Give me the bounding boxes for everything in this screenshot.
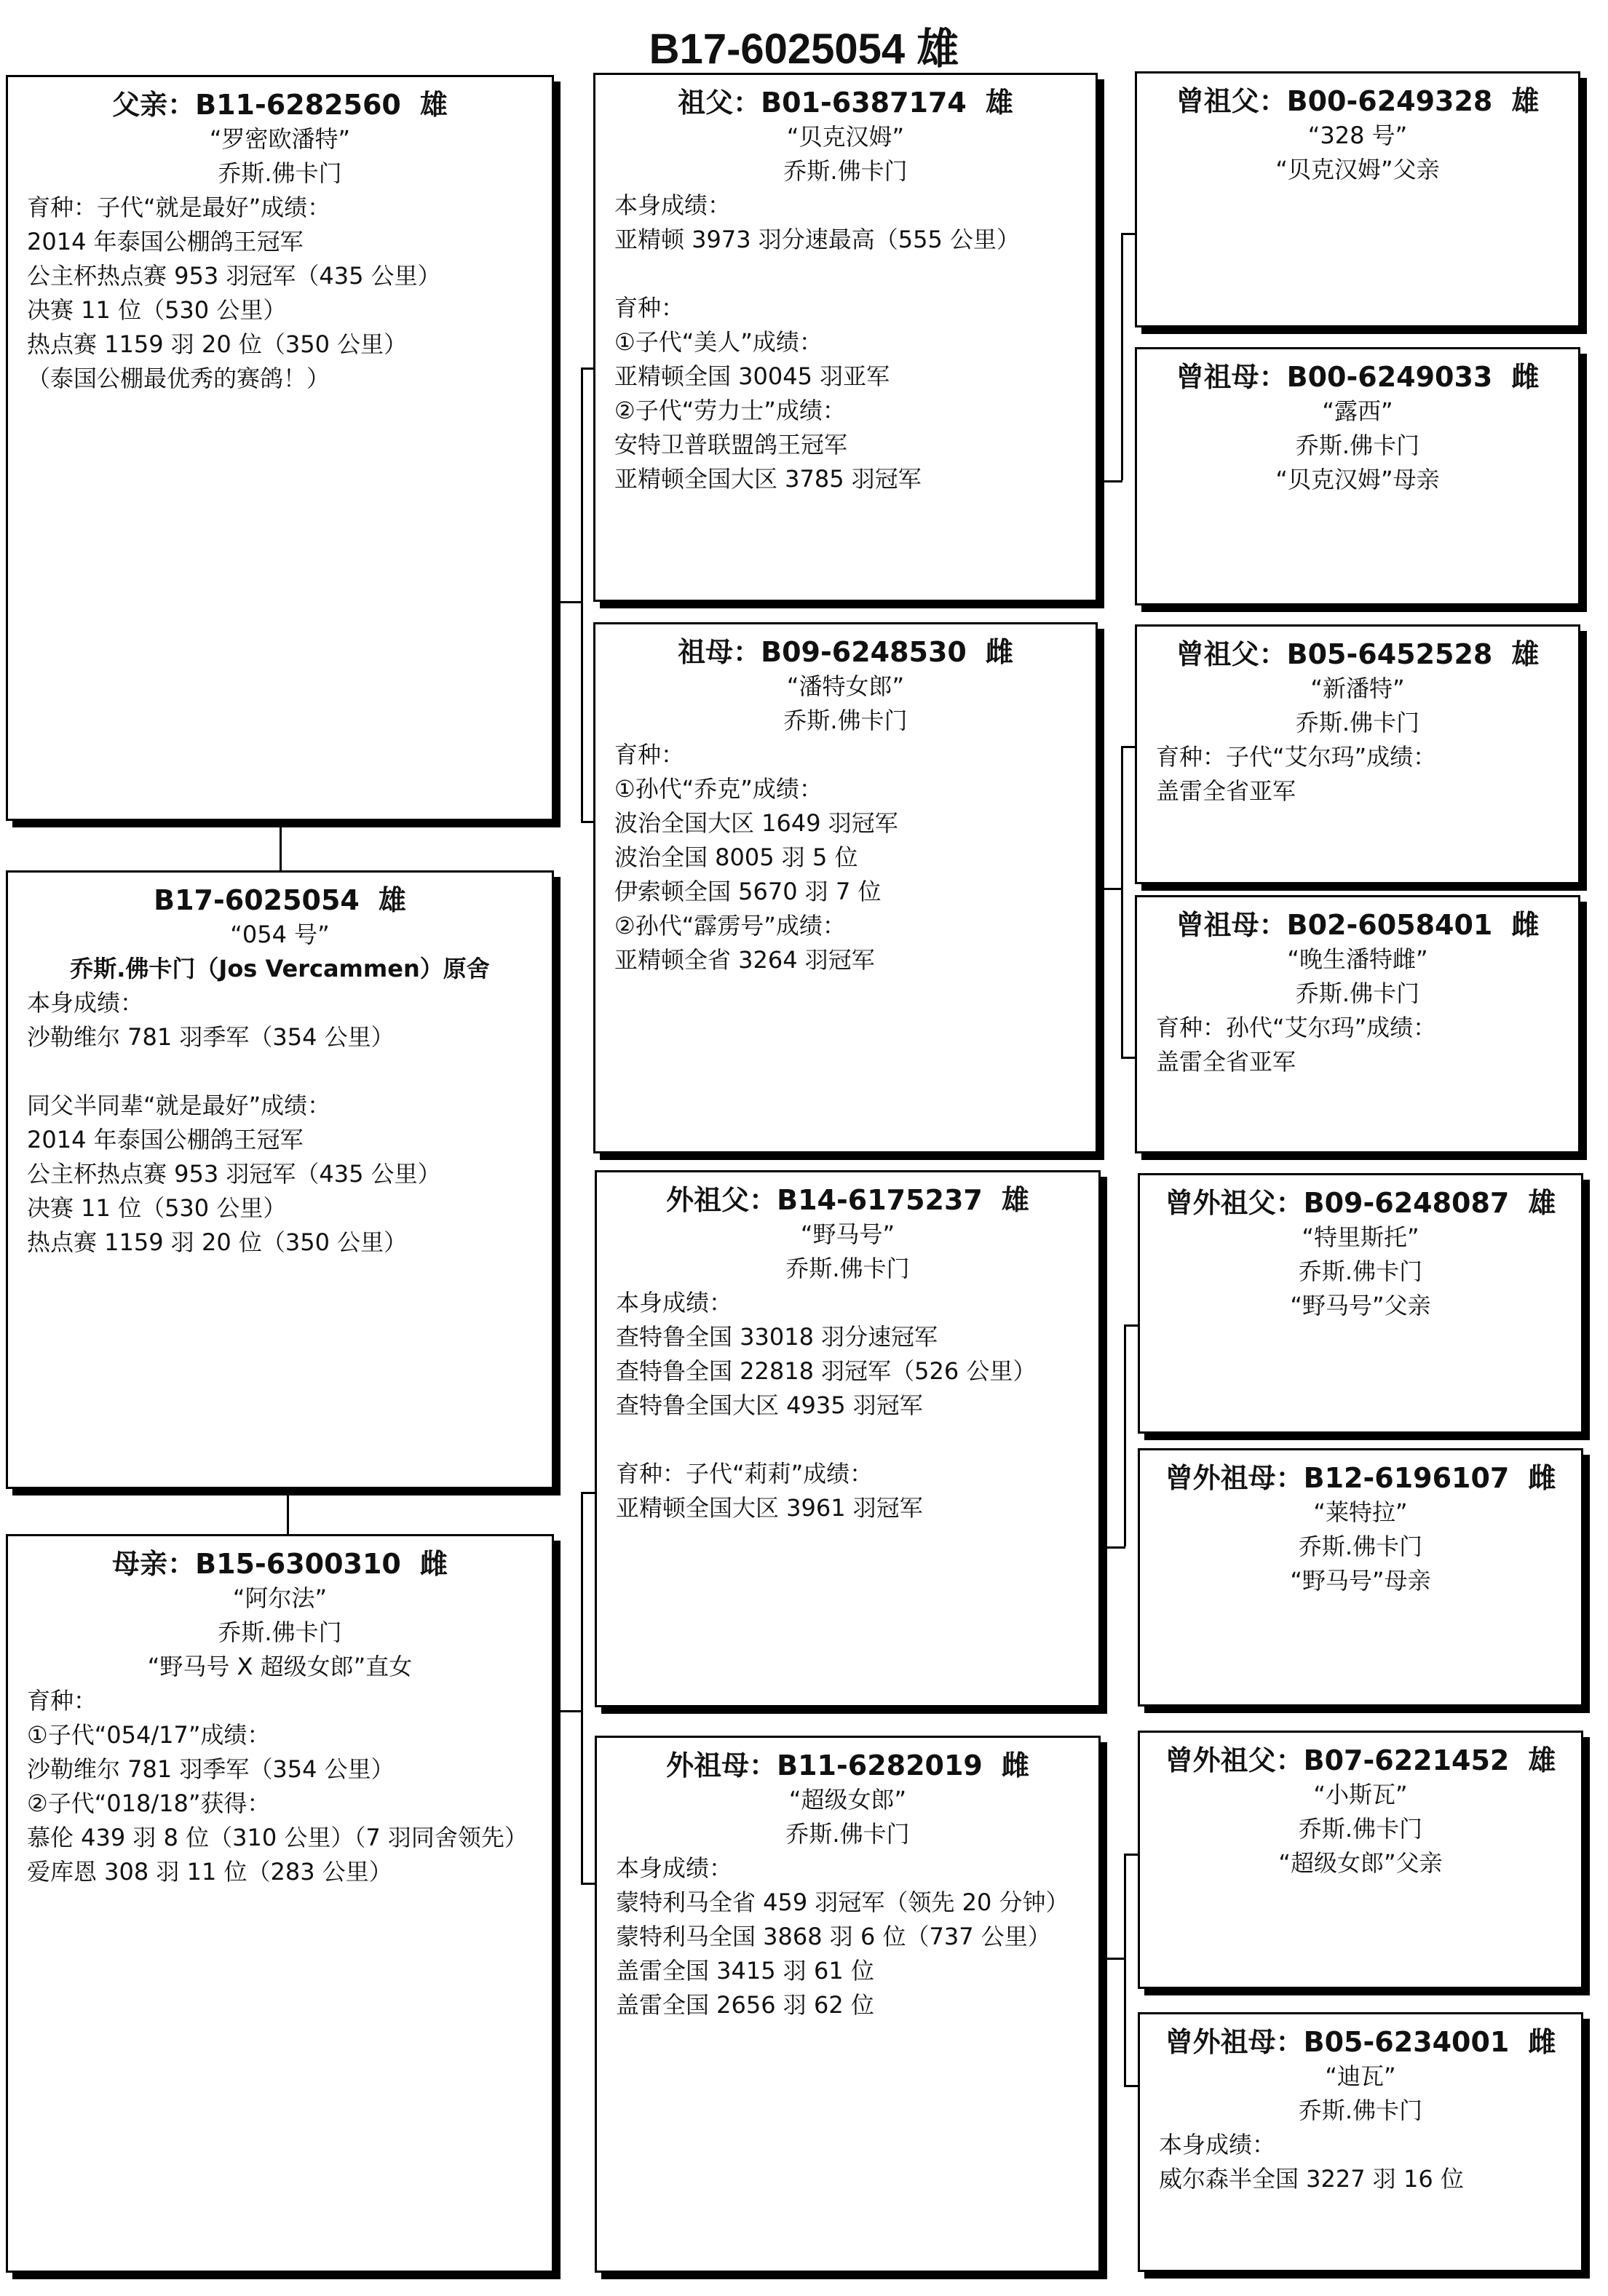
father-line: 公主杯热点赛 953 羽冠军（435 公里） [27, 262, 441, 290]
father-line: 2014 年泰国公棚鸽王冠军 [27, 228, 304, 255]
connector-gp-4-bottom [1124, 2085, 1138, 2087]
connector-gp-2-vertical [1121, 746, 1123, 1059]
great-grandmother-pm-line: 育种：孙代“艾尔玛”成绩： [1156, 1014, 1437, 1041]
grandfather-paternal-line: 安特卫普联盟鸽王冠军 [614, 431, 848, 458]
grandmother-paternal-card [593, 622, 1098, 1153]
subject-name: “054 号” [230, 921, 330, 948]
subject-line: 2014 年泰国公棚鸽王冠军 [27, 1126, 304, 1153]
grandfather-maternal-name: “野马号” [800, 1220, 895, 1248]
great-grandfather-mp-id: 曾外祖父：B09-6248087 [1165, 1187, 1510, 1219]
grandmother-paternal-id: 祖母：B09-6248530 [678, 636, 967, 668]
grandfather-maternal-id: 外祖父：B14-6175237 [666, 1184, 983, 1216]
great-grandmother-mm-breeder: 乔斯.佛卡门 [1298, 2097, 1423, 2124]
subject-line: 公主杯热点赛 953 羽冠军（435 公里） [27, 1160, 441, 1188]
grandfather-maternal-line: 查特鲁全国 33018 羽分速冠军 [616, 1323, 938, 1351]
page-title: B17-6025054 雄 [649, 25, 959, 73]
mother-sex: 雌 [419, 1548, 448, 1580]
great-grandfather-pm-id: 曾祖父：B05-6452528 [1176, 638, 1493, 670]
great-grandfather-mm-name: “小斯瓦” [1313, 1781, 1408, 1808]
spacer [614, 257, 1077, 291]
great-grandmother-pp-header [1156, 360, 1559, 394]
great-grandfather-mm-breeder: 乔斯.佛卡门 [1298, 1815, 1423, 1843]
connector-gp-2-top [1121, 746, 1136, 748]
grandmother-paternal-line: 亚精顿全省 3264 羽冠军 [614, 946, 875, 974]
grandfather-paternal-card [593, 73, 1098, 602]
grandfather-paternal-line: 本身成绩： [614, 191, 732, 219]
great-grandmother-mm-name: “迪瓦” [1325, 2062, 1396, 2090]
grandmother-maternal-line: 本身成绩： [616, 1854, 733, 1882]
grandmother-maternal-line: 蒙特利马全省 459 羽冠军（领先 20 分钟） [616, 1888, 1069, 1916]
connector-gp-2 [1098, 888, 1122, 890]
grandmother-maternal-id: 外祖母：B11-6282019 [666, 1749, 983, 1781]
subject-breeder: 乔斯.佛卡门（Jos Vercammen）原舍 [70, 955, 490, 982]
father-line: （泰国公棚最优秀的赛鸽！） [27, 365, 330, 392]
great-grandfather-mp-card [1138, 1173, 1583, 1434]
connector-gp-2-bottom [1121, 1057, 1136, 1059]
great-grandfather-pp-note: “贝克汉姆”父亲 [1275, 156, 1440, 183]
mother-card [6, 1534, 554, 2273]
connector-gp-4 [1101, 1958, 1125, 1960]
great-grandmother-mm-card [1138, 2012, 1583, 2272]
great-grandmother-mp-breeder: 乔斯.佛卡门 [1298, 1533, 1423, 1560]
grandmother-maternal-breeder: 乔斯.佛卡门 [785, 1820, 910, 1848]
great-grandmother-pm-sex: 雌 [1511, 909, 1540, 941]
connector-father-branch [553, 601, 582, 603]
grandfather-maternal-line: 育种：子代“莉莉”成绩： [616, 1460, 874, 1487]
great-grandfather-mp-sex: 雄 [1528, 1187, 1556, 1219]
father-header [27, 87, 533, 122]
great-grandfather-mm-card [1138, 1731, 1583, 1989]
great-grandmother-mp-note: “野马号”母亲 [1290, 1567, 1431, 1594]
great-grandmother-mm-line: 威尔森半全国 3227 羽 16 位 [1159, 2165, 1464, 2193]
great-grandmother-pm-card [1135, 895, 1580, 1153]
great-grandmother-pm-header [1156, 907, 1559, 942]
great-grandfather-mm-header [1159, 1743, 1562, 1778]
grandmother-paternal-sex: 雌 [985, 636, 1013, 668]
grandfather-paternal-line: 亚精顿全国 30045 羽亚军 [614, 362, 890, 390]
great-grandfather-mp-note: “野马号”父亲 [1290, 1292, 1431, 1319]
father-line: 热点赛 1159 羽 20 位（350 公里） [27, 330, 408, 358]
grandfather-maternal-card [595, 1170, 1101, 1707]
great-grandfather-pp-card [1135, 71, 1580, 327]
great-grandfather-pm-card [1135, 624, 1580, 884]
subject-line: 沙勒维尔 781 羽季军（354 公里） [27, 1023, 395, 1051]
connector-gp-3-top [1124, 1324, 1138, 1327]
connector-gp-3-vertical [1124, 1324, 1126, 1546]
great-grandmother-pm-breeder: 乔斯.佛卡门 [1295, 980, 1420, 1007]
subject-line: 同父半同辈“就是最好”成绩： [27, 1092, 331, 1119]
grandfather-maternal-line: 本身成绩： [616, 1289, 733, 1316]
great-grandmother-pp-card [1135, 347, 1580, 605]
mother-note: “野马号 X 超级女郎”直女 [147, 1653, 413, 1680]
grandmother-paternal-breeder: 乔斯.佛卡门 [783, 707, 908, 734]
grandfather-paternal-line: 育种： [614, 294, 685, 322]
grandmother-maternal-name: “超级女郎” [788, 1786, 907, 1814]
subject-line: 本身成绩： [27, 989, 144, 1017]
connector-to-grandmother-m [581, 1883, 595, 1885]
great-grandfather-pm-name: “新潘特” [1310, 675, 1405, 702]
connector-gp-4-lower [1124, 1958, 1126, 2085]
grandmother-paternal-header [614, 635, 1077, 670]
mother-line: ①子代“054/17”成绩： [27, 1721, 271, 1749]
father-card [6, 75, 554, 821]
grandfather-paternal-line: ②子代“劳力士”成绩： [614, 397, 846, 424]
grandfather-paternal-line: 亚精顿全国大区 3785 羽冠军 [614, 465, 922, 493]
connector-father-subject [280, 819, 282, 871]
subject-line: 决赛 11 位（530 公里） [27, 1194, 287, 1222]
great-grandfather-pm-header [1156, 637, 1559, 672]
great-grandfather-pp-id: 曾祖父：B00-6249328 [1176, 85, 1493, 117]
great-grandfather-pm-line: 育种：子代“艾尔玛”成绩： [1156, 743, 1437, 771]
subject-header [27, 883, 533, 918]
mother-line: 慕伦 439 羽 8 位（310 公里）（7 羽同舍领先） [27, 1824, 528, 1851]
subject-id: B17-6025054 [154, 884, 360, 916]
great-grandfather-pm-line: 盖雷全省亚军 [1156, 777, 1296, 805]
great-grandfather-pm-breeder: 乔斯.佛卡门 [1295, 709, 1420, 736]
great-grandfather-mp-header [1159, 1185, 1562, 1220]
connector-to-grandfather-m [581, 1492, 595, 1494]
great-grandmother-pp-id: 曾祖母：B00-6249033 [1176, 361, 1493, 393]
grandmother-maternal-line: 盖雷全国 3415 羽 61 位 [616, 1957, 874, 1985]
connector-gp-1-top [1121, 233, 1136, 235]
connector-gp-4-top [1124, 1854, 1138, 1856]
subject-line: 热点赛 1159 羽 20 位（350 公里） [27, 1228, 408, 1256]
father-line: 决赛 11 位（530 公里） [27, 296, 287, 324]
mother-name: “阿尔法” [232, 1584, 328, 1612]
connector-gp-1 [1098, 480, 1122, 482]
connector-gp-4-vertical [1124, 1854, 1126, 1958]
grandfather-paternal-line: ①子代“美人”成绩： [614, 328, 823, 356]
connector-gp-1-vertical [1121, 233, 1123, 480]
great-grandmother-mp-name: “莱特拉” [1313, 1498, 1408, 1526]
subject-sex: 雄 [378, 884, 406, 916]
great-grandmother-pp-sex: 雌 [1511, 361, 1540, 393]
great-grandmother-mp-sex: 雌 [1528, 1462, 1556, 1494]
father-id: 父亲：B11-6282560 [112, 89, 401, 121]
great-grandmother-mm-sex: 雌 [1528, 2026, 1556, 2058]
connector-to-grandfather-p [581, 368, 594, 370]
great-grandfather-mm-sex: 雄 [1528, 1744, 1556, 1776]
father-sex: 雄 [419, 89, 448, 121]
grandmother-maternal-sex: 雌 [1001, 1749, 1029, 1781]
mother-line: ②子代“018/18”获得： [27, 1789, 271, 1817]
father-name: “罗密欧潘特” [209, 125, 351, 153]
grandfather-paternal-name: “贝克汉姆” [786, 123, 905, 151]
grandmother-paternal-line: ①孙代“乔克”成绩： [614, 775, 823, 803]
great-grandfather-mm-note: “超级女郎”父亲 [1278, 1849, 1443, 1877]
grandmother-maternal-line: 蒙特利马全国 3868 羽 6 位（737 公里） [616, 1923, 1051, 1950]
father-breeder: 乔斯.佛卡门 [218, 159, 342, 187]
great-grandfather-pp-sex: 雄 [1511, 85, 1540, 117]
mother-line: 沙勒维尔 781 羽季军（354 公里） [27, 1755, 395, 1783]
great-grandfather-mm-id: 曾外祖父：B07-6221452 [1165, 1744, 1510, 1776]
great-grandmother-mp-header [1159, 1461, 1562, 1495]
mother-breeder: 乔斯.佛卡门 [218, 1618, 342, 1646]
great-grandmother-pp-name: “露西” [1322, 397, 1393, 425]
grandfather-maternal-header [616, 1183, 1080, 1217]
grandmother-paternal-line: 育种： [614, 741, 685, 768]
connector-to-grandmother-p [581, 821, 594, 823]
great-grandmother-pp-breeder: 乔斯.佛卡门 [1295, 432, 1420, 459]
spacer [27, 1054, 533, 1089]
connector-gp-3 [1101, 1546, 1125, 1549]
mother-id: 母亲：B15-6300310 [112, 1548, 401, 1580]
great-grandmother-mm-header [1159, 2025, 1562, 2059]
mother-line: 育种： [27, 1687, 98, 1715]
great-grandmother-pm-name: “晚生潘特雌” [1287, 945, 1428, 973]
grandfather-maternal-breeder: 乔斯.佛卡门 [785, 1255, 910, 1282]
grandmother-paternal-line: 波治全国 8005 羽 5 位 [614, 843, 858, 871]
great-grandfather-pp-name: “328 号” [1307, 122, 1408, 149]
great-grandmother-pm-line: 盖雷全省亚军 [1156, 1048, 1296, 1076]
subject-card [6, 870, 554, 1489]
grandfather-maternal-sex: 雄 [1001, 1184, 1029, 1216]
grandfather-paternal-sex: 雄 [985, 87, 1013, 119]
connector-father-branch-vertical [581, 368, 583, 822]
grandfather-maternal-line: 查特鲁全国 22818 羽冠军（526 公里） [616, 1357, 1037, 1385]
grandmother-paternal-line: ②孙代“霹雳号”成绩： [614, 912, 846, 940]
mother-line: 爱库恩 308 羽 11 位（283 公里） [27, 1858, 392, 1886]
great-grandmother-mm-id: 曾外祖母：B05-6234001 [1165, 2026, 1510, 2058]
grandmother-maternal-card [595, 1736, 1101, 2273]
great-grandmother-pm-id: 曾祖母：B02-6058401 [1176, 909, 1493, 941]
connector-mother-branch-vertical [581, 1492, 583, 1885]
great-grandfather-pp-header [1156, 84, 1559, 119]
grandfather-paternal-id: 祖父：B01-6387174 [678, 87, 967, 119]
mother-header [27, 1546, 533, 1581]
great-grandfather-mp-name: “特里斯托” [1302, 1223, 1419, 1251]
spacer [616, 1423, 1080, 1457]
connector-mother-branch [555, 1710, 582, 1712]
grandmother-paternal-name: “潘特女郎” [786, 672, 905, 700]
grandfather-maternal-line: 查特鲁全国大区 4935 羽冠军 [616, 1391, 923, 1419]
grandfather-paternal-breeder: 乔斯.佛卡门 [783, 157, 908, 185]
great-grandmother-mp-id: 曾外祖母：B12-6196107 [1165, 1462, 1510, 1494]
grandmother-paternal-line: 波治全国大区 1649 羽冠军 [614, 809, 898, 837]
great-grandmother-mp-card [1138, 1448, 1583, 1707]
great-grandfather-mp-breeder: 乔斯.佛卡门 [1298, 1258, 1423, 1285]
grandmother-maternal-header [616, 1748, 1080, 1783]
great-grandmother-mm-line: 本身成绩： [1159, 2131, 1276, 2158]
grandmother-maternal-line: 盖雷全国 2656 羽 62 位 [616, 1991, 874, 2019]
grandfather-paternal-line: 亚精顿 3973 羽分速最高（555 公里） [614, 226, 1021, 253]
grandfather-paternal-header [614, 85, 1077, 120]
great-grandmother-pp-note: “贝克汉姆”母亲 [1275, 466, 1440, 493]
grandfather-maternal-line: 亚精顿全国大区 3961 羽冠军 [616, 1494, 923, 1522]
grandmother-paternal-line: 伊索顿全国 5670 羽 7 位 [614, 878, 882, 905]
great-grandfather-pm-sex: 雄 [1511, 638, 1540, 670]
father-line: 育种：子代“就是最好”成绩： [27, 194, 331, 221]
